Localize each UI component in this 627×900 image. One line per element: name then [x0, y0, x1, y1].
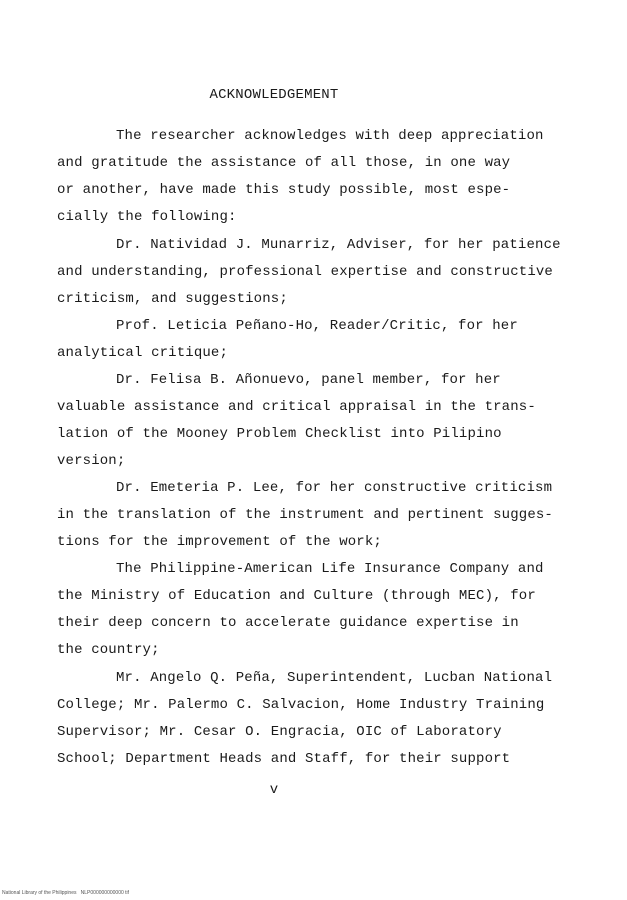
text-line: lation of the Mooney Problem Checklist into Pilipino — [57, 426, 502, 442]
text-line: and gratitude the assistance of all those, in one way — [57, 155, 511, 171]
text-line: College; Mr. Palermo C. Salvacion, Home Industry Training — [57, 697, 545, 713]
text-line: School; Department Heads and Staff, for their support — [57, 751, 511, 767]
text-line: tions for the improvement of the work; — [57, 534, 382, 550]
text-line: version; — [57, 453, 126, 469]
text-line: Supervisor; Mr. Cesar O. Engracia, OIC of Laboratory — [57, 724, 502, 740]
text-line: or another, have made this study possible, most espe- — [57, 182, 511, 198]
text-line: the Ministry of Education and Culture (through MEC), for — [57, 588, 536, 604]
text-line: Dr. Natividad J. Munarriz, Adviser, for her patience — [116, 237, 561, 253]
text-line: in the translation of the instrument and pertinent sugges- — [57, 507, 553, 523]
text-line: the country; — [57, 642, 160, 658]
text-line: Prof. Leticia Peñano-Ho, Reader/Critic, for her — [116, 318, 518, 334]
text-line: their deep concern to accelerate guidance expertise in — [57, 615, 519, 631]
text-line: The researcher acknowledges with deep appreciation — [116, 128, 544, 144]
text-line: Dr. Felisa B. Añonuevo, panel member, for her — [116, 372, 501, 388]
text-line: Dr. Emeteria P. Lee, for her constructive criticism — [116, 480, 553, 496]
text-line: cially the following: — [57, 209, 237, 225]
text-line: criticism, and suggestions; — [57, 291, 288, 307]
scan-footer: National Library of the Philippines NLP000000000000 tif — [2, 890, 130, 896]
text-line: and understanding, professional expertise and constructive — [57, 264, 553, 280]
text-line: valuable assistance and critical appraisal in the trans- — [57, 399, 536, 415]
text-line: Mr. Angelo Q. Peña, Superintendent, Lucban National — [116, 670, 553, 686]
text-line: The Philippine-American Life Insurance Company and — [116, 561, 544, 577]
page-number: v — [269, 782, 279, 798]
page-title: ACKNOWLEDGEMENT — [209, 87, 339, 103]
text-line: analytical critique; — [57, 345, 229, 361]
